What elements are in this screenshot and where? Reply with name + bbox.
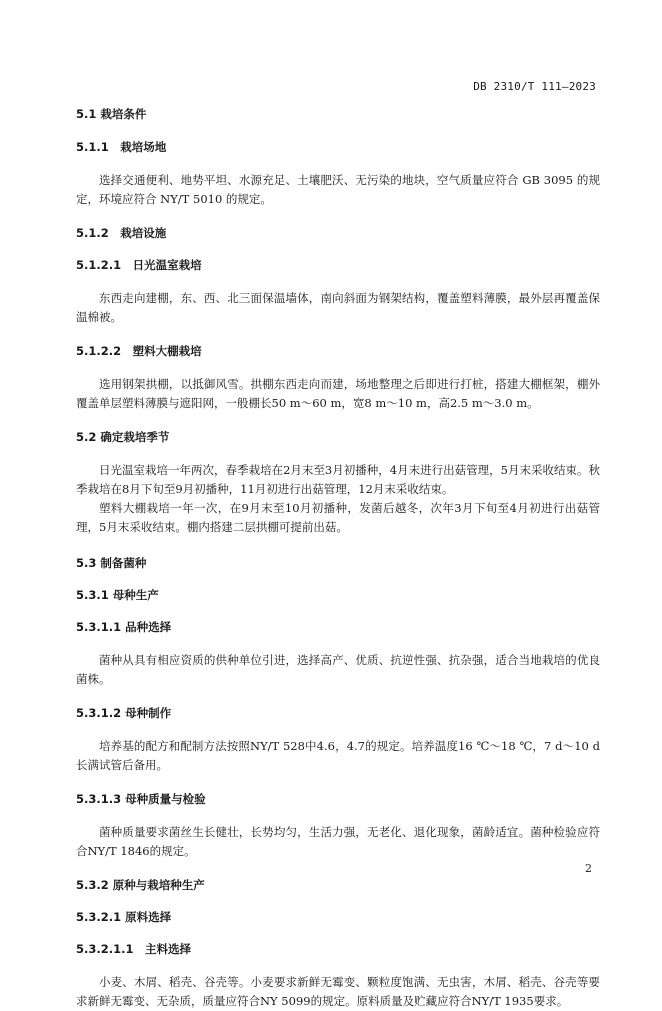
section-heading: 5.1 栽培条件 bbox=[76, 107, 147, 121]
section-heading: 5.3.1.3 母种质量与检验 bbox=[76, 792, 206, 806]
body-paragraph: 菌种从具有相应资质的供种单位引进，选择高产、优质、抗逆性强、抗杂强，适合当地栽培的优良菌株。 bbox=[76, 653, 600, 686]
body-paragraph: 小麦、木屑、稻壳、谷壳等。小麦要求新鲜无霉变、颗粒度饱满、无虫害，木屑、稻壳、谷壳等要求新鲜无霉变、无杂质，质量应符合NY 5099的规定。原料质量及贮藏应符合NY/T 1935要求。 bbox=[76, 975, 600, 1008]
document-body bbox=[76, 106, 600, 1011]
section-heading: 5.3.2 原种与栽培种生产 bbox=[76, 878, 205, 892]
section-heading: 5.1.2.1 日光温室栽培 bbox=[76, 258, 202, 272]
body-paragraph: 日光温室栽培一年两次，春季栽培在2月末至3月初播种，4月末进行出菇管理，5月末采收结束。秋季栽培在8月下旬至9月初播种，11月初进行出菇管理，12月末采收结束。 bbox=[76, 463, 600, 496]
page-number: 2 bbox=[585, 862, 592, 875]
section-heading: 5.3.2.1.1 主料选择 bbox=[76, 942, 191, 956]
document-code: DB 2310/T 111—2023 bbox=[473, 80, 596, 93]
section-heading: 5.3 制备菌种 bbox=[76, 556, 147, 570]
section-heading: 5.1.1 栽培场地 bbox=[76, 140, 167, 154]
section-heading: 5.2 确定栽培季节 bbox=[76, 430, 170, 444]
body-paragraph: 选择交通便利、地势平坦、水源充足、土壤肥沃、无污染的地块，空气质量应符合 GB 3095 的规定，环境应符合 NY/T 5010 的规定。 bbox=[76, 173, 600, 206]
body-paragraph: 培养基的配方和配制方法按照NY/T 528中4.6，4.7的规定。培养温度16 ℃～18 ℃，7 d～10 d长满试管后备用。 bbox=[76, 739, 600, 772]
section-heading: 5.3.2.1 原料选择 bbox=[76, 910, 172, 924]
section-heading: 5.3.1.1 品种选择 bbox=[76, 620, 172, 634]
section-heading: 5.1.2 栽培设施 bbox=[76, 226, 167, 240]
body-paragraph: 菌种质量要求菌丝生长健壮，长势均匀，生活力强，无老化、退化现象，菌龄适宜。菌种检验应符合NY/T 1846的规定。 bbox=[76, 825, 600, 858]
section-heading: 5.3.1.2 母种制作 bbox=[76, 706, 172, 720]
section-heading: 5.3.1 母种生产 bbox=[76, 588, 159, 602]
section-heading: 5.1.2.2 塑料大棚栽培 bbox=[76, 344, 202, 358]
body-paragraph: 选用钢架拱棚，以抵御风雪。拱棚东西走向而建，场地整理之后即进行打桩，搭建大棚框架，棚外覆盖单层塑料薄膜与遮阳网，一般棚长50 m～60 m，宽8 m～10 m，高2.5 m～3.0 m。 bbox=[76, 377, 600, 410]
body-paragraph: 塑料大棚栽培一年一次，在9月末至10月初播种，发菌后越冬，次年3月下旬至4月初进行出菇管理，5月末采收结束。棚内搭建二层拱棚可提前出菇。 bbox=[76, 501, 600, 534]
body-paragraph: 东西走向建棚，东、西、北三面保温墙体，南向斜面为钢架结构，覆盖塑料薄膜，最外层再覆盖保温棉被。 bbox=[76, 291, 600, 324]
